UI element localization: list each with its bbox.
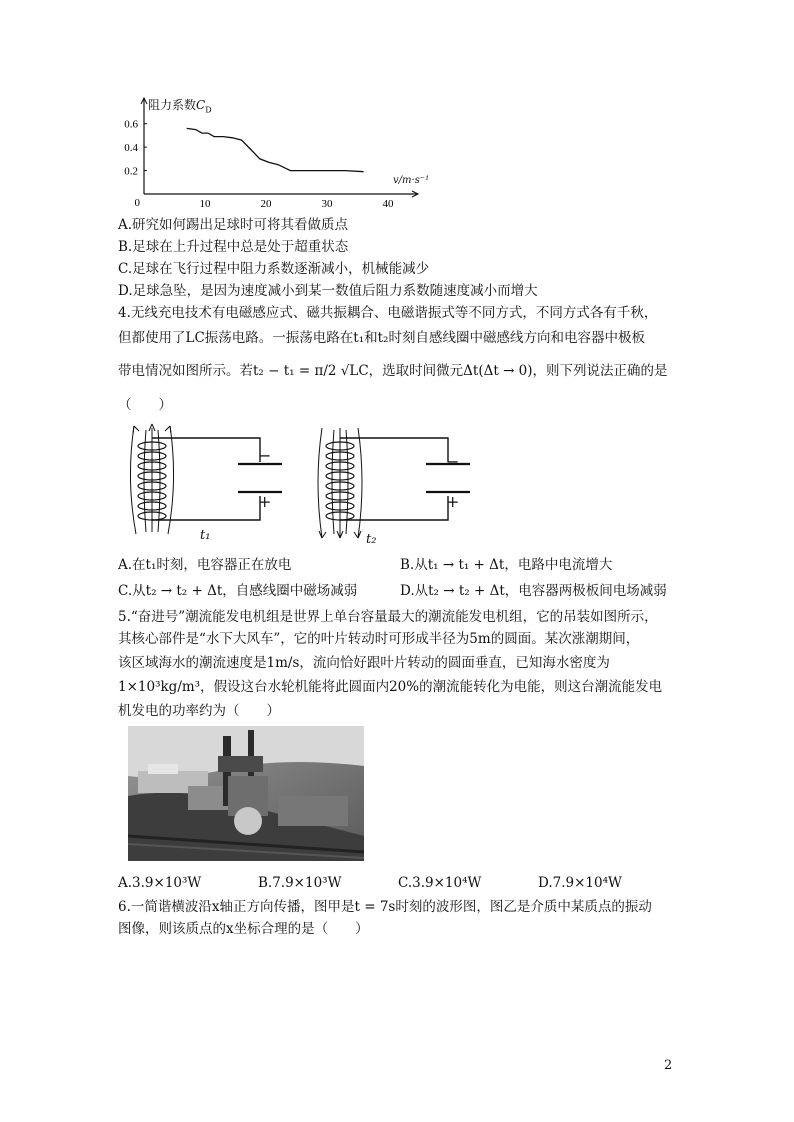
drag-coefficient-line bbox=[187, 128, 364, 171]
q3-option-d: D.足球急坠，是因为速度减小到某一数值后阻力系数随速度减小而增大 bbox=[118, 283, 538, 299]
x-tick-label: 30 bbox=[321, 198, 333, 210]
chart-xlabel: v/m·s⁻¹ bbox=[393, 175, 430, 186]
x-tick-label: 10 bbox=[199, 198, 211, 210]
y-tick-label: 0.2 bbox=[124, 165, 138, 178]
t1-top-plate-sign: − bbox=[258, 446, 272, 465]
fig-label-t2: t₂ bbox=[366, 532, 377, 547]
t2-top-plate-sign: − bbox=[446, 452, 460, 471]
q4-option-d: D.从t₂ → t₂ + Δt，电容器两极板间电场减弱 bbox=[400, 583, 667, 599]
y-tick-label: 0.4 bbox=[124, 142, 138, 155]
q4-stem-line2: 但都使用了LC振荡电路。一振荡电路在t₁和t₂时刻自感线圈中磁感线方向和电容器中极板 bbox=[118, 330, 645, 346]
q5-option-b: B.7.9×10³W bbox=[258, 875, 342, 891]
lc-circuit-t1 bbox=[130, 424, 282, 534]
origin-label: 0 bbox=[134, 197, 140, 209]
q4-stem-line1: 4.无线充电技术有电磁感应式、磁共振耦合、电磁谐振式等不同方式，不同方式各有千秋， bbox=[118, 305, 658, 321]
lc-circuit-t2 bbox=[318, 428, 470, 538]
q3-option-b: B.足球在上升过程中总是处于超重状态 bbox=[118, 239, 349, 255]
fig-label-t1: t₁ bbox=[200, 528, 211, 543]
q4-option-c: C.从t₂ → t₂ + Δt，自感线圈中磁场减弱 bbox=[118, 583, 358, 599]
x-tick-label: 40 bbox=[382, 198, 394, 210]
y-tick-label: 0.6 bbox=[124, 118, 138, 131]
q6-stem-line2: 图像，则该质点的x坐标合理的是（ ） bbox=[118, 921, 369, 937]
t2-bottom-plate-sign: + bbox=[446, 492, 460, 511]
q5-option-d: D.7.9×10⁴W bbox=[538, 875, 622, 891]
q5-stem-line3: 该区域海水的潮流速度是1m/s，流向恰好跟叶片转动的圆面垂直，已知海水密度为 bbox=[118, 655, 610, 671]
lc-circuit-figures bbox=[120, 420, 480, 550]
q5-stem-line2: 其核心部件是“水下大风车”，它的叶片转动时可形成半径为5m的圆面。某次涨潮期间， bbox=[118, 631, 640, 647]
q6-stem-line1: 6.一简谐横波沿x轴正方向传播，图甲是t = 7s时刻的波形图，图乙是介质中某质点的振动 bbox=[118, 899, 652, 915]
q5-option-c: C.3.9×10⁴W bbox=[398, 875, 482, 891]
q4-stem-line3: 带电情况如图所示。若t₂ − t₁ = π/2 √LC，选取时间微元Δt(Δt → 0)，则下列说法正确的是 bbox=[118, 363, 668, 379]
chart-ylabel: 阻力系数$C_D$ bbox=[148, 98, 212, 115]
q5-stem-line1: 5.“奋进号”潮流能发电机组是世界上单台容量最大的潮流能发电机组，它的吊装如图所示， bbox=[118, 609, 658, 625]
q3-option-a: A.研究如何踢出足球时可将其看做质点 bbox=[118, 217, 349, 233]
q4-paren: （ ） bbox=[118, 397, 172, 413]
q4-option-a: A.在t₁时刻，电容器正在放电 bbox=[118, 557, 292, 573]
q5-option-a: A.3.9×10³W bbox=[118, 875, 202, 891]
q5-stem-line5: 机发电的功率约为（ ） bbox=[118, 703, 280, 719]
q3-option-c: C.足球在飞行过程中阻力系数逐渐减小，机械能减少 bbox=[118, 261, 430, 277]
page-number: 2 bbox=[664, 1058, 673, 1073]
turbine-hoisting-photo bbox=[128, 726, 364, 861]
t1-bottom-plate-sign: + bbox=[258, 492, 272, 511]
q5-stem-line4: 1×10³kg/m³，假设这台水轮机能将此圆面内20%的潮流能转化为电能，则这台潮流能发电 bbox=[118, 679, 663, 695]
x-tick-label: 20 bbox=[260, 198, 272, 210]
q4-option-b: B.从t₁ → t₁ + Δt，电路中电流增大 bbox=[400, 557, 613, 573]
